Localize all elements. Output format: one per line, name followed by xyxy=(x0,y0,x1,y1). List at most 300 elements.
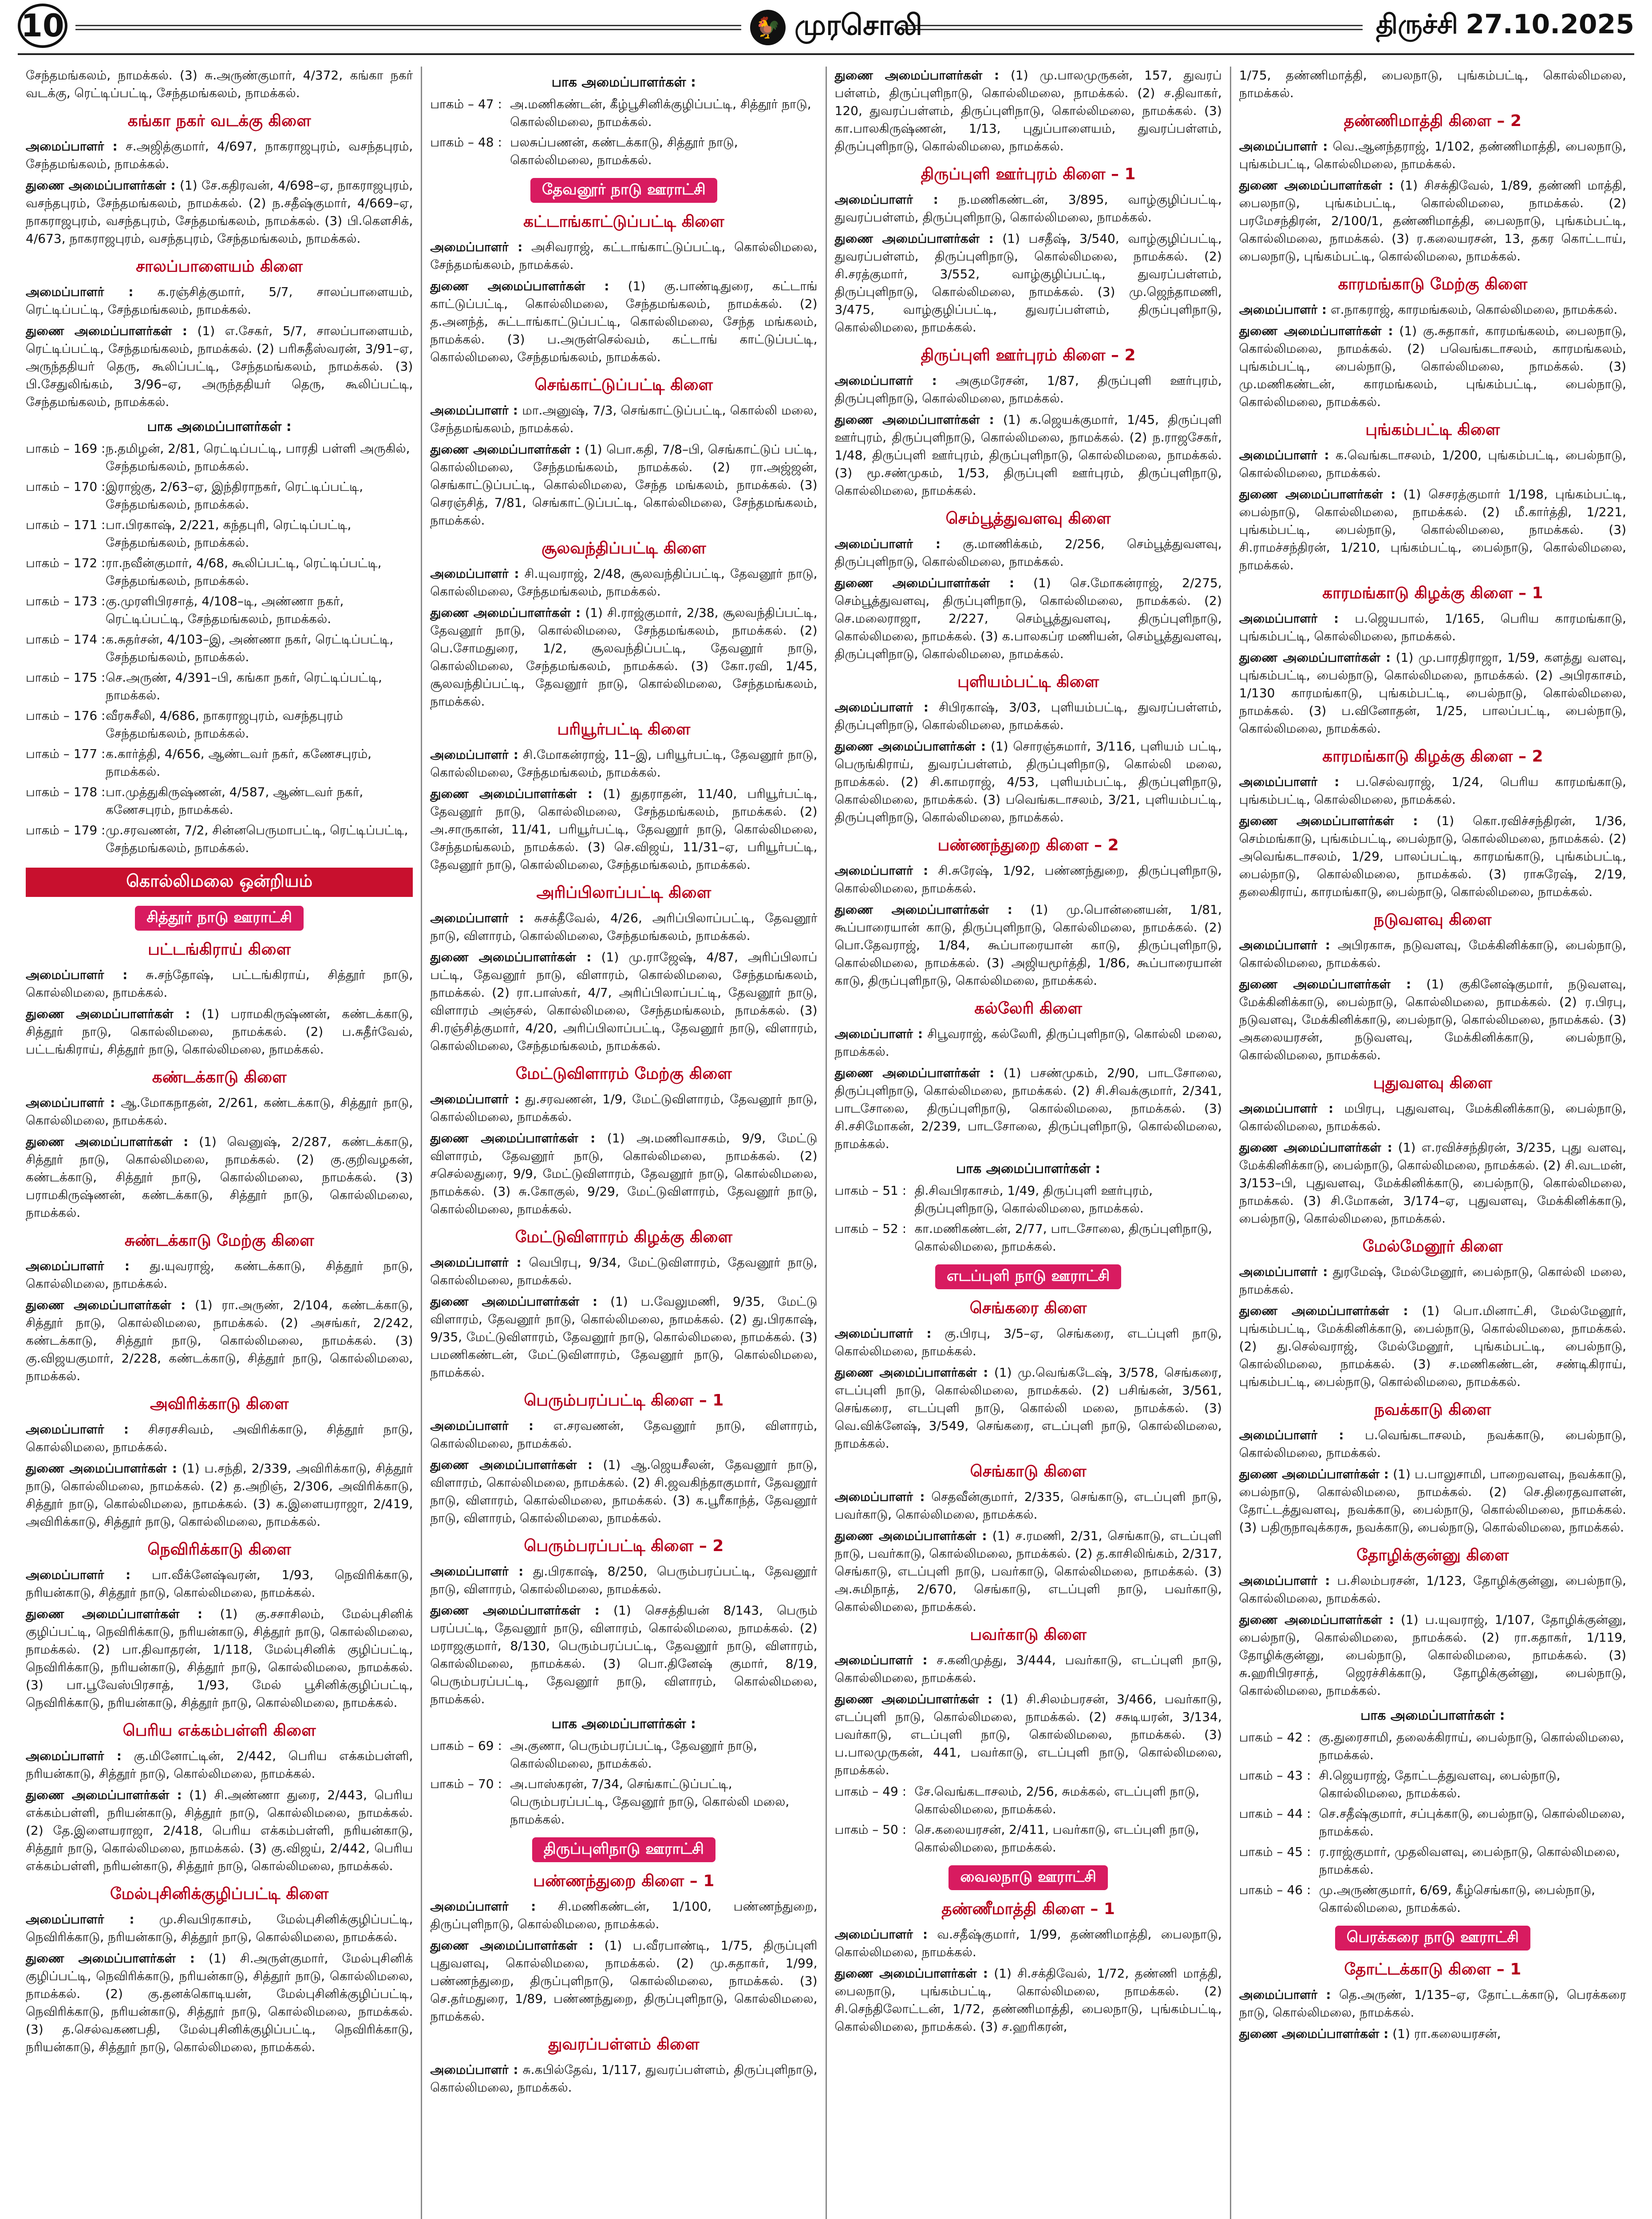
role-label: அமைப்பாளர் : xyxy=(430,1899,536,1914)
member-entry xyxy=(26,1257,413,1293)
booth-number: பாகம் – 47 : xyxy=(430,97,502,111)
branch-heading: கங்கா நகர் வடக்கு கிளை xyxy=(127,112,311,130)
branch-heading: மேல்புசினிக்குழிப்பட்டி கிளை xyxy=(110,1885,329,1903)
booth-number: பாகம் – 46 : xyxy=(1239,1883,1311,1897)
member-entry xyxy=(26,1950,413,2056)
role-label: துணை அமைப்பாளர்கள் : xyxy=(834,1365,988,1380)
booth-member: கு.முரளிபிரசாத், 4/108–டி, அண்ணா நகர், ரெட்டிப்பட்டி, சேந்தமங்கலம், நாமக்கல். xyxy=(106,594,344,626)
member-details: (1) செ.மோகன்ராஜ், 2/275, செம்பூத்துவளவு, திருப்புளிநாடு, கொல்லிமலை, நாமக்கல். (2) செ.மலைராஜா, 2/227, செம்பூத்துவளவு, திருப்புளிநாடு, கொல்லிமலை, நாமக்கல். (3) க.பாலகப்ர மணியன், செம்பூத்துவளவு, திருப்புளிநாடு, கொல்லிமலை, நாமக்கல். xyxy=(834,576,1222,661)
member-entry xyxy=(430,1417,817,1453)
role-label: துணை அமைப்பாளர்கள் : xyxy=(26,1607,203,1621)
member-entry xyxy=(430,1129,817,1218)
member-entry xyxy=(1239,1465,1626,1536)
member-entry xyxy=(430,1254,817,1289)
booth-member: சே.வெங்கடாசலம், 2/56, சுமக்கல், எடப்புளி நாடு, கொல்லிமலை, நாமக்கல். xyxy=(914,1784,1200,1816)
panchayat-heading: பெரக்கரை நாடு ஊராட்சி xyxy=(1335,1926,1530,1951)
booth-member: தி.சிவபிரகாசம், 1/49, திருப்புளி ஊர்புரம், திருப்புளிநாடு, கொல்லிமலை, நாமக்கல். xyxy=(914,1183,1153,1216)
member-details: ந.மணிகண்டன், 3/895, வாழ்குழிப்பட்டி, துவரப்பள்ளம், திருப்புளிநாடு, கொல்லிமலை, நாமக்கல். xyxy=(834,192,1222,225)
member-details: (1) சி.ராஜ்குமார், 2/38, சூலவந்திப்பட்டி, தேவனூர் நாடு, கொல்லிமலை, சேந்தமங்கலம், நாமக்கல். (2) பெ.சோமதுரை, 1/2, சூலவந்திப்பட்டி, தேவனூர் நாடு, கொல்லிமலை, சேந்தமங்கலம், நாமக்கல். (3) கோ.ரவி, 1/45, சூலவந்திப்பட்டி, தேவனூர் நாடு, கொல்லிமலை, சேந்தமங்கலம், நாமக்கல். xyxy=(430,605,818,709)
role-label: அமைப்பாளர் : xyxy=(834,537,941,551)
booth-member: ரா.நவீன்குமார், 4/68, கூலிப்பட்டி, ரெட்டிப்பட்டி, சேந்தமங்கலம், நாமக்கல். xyxy=(106,556,382,588)
section-label: பாக அமைப்பாளர்கள் : xyxy=(551,75,696,90)
role-label: துணை அமைப்பாளர்கள் : xyxy=(834,412,994,427)
role-label: துணை அமைப்பாளர்கள் : xyxy=(430,605,581,620)
branch-heading: காரமங்காடு மேற்கு கிளை xyxy=(1338,275,1528,293)
branch-heading: மேல்மேனூர் கிளை xyxy=(1362,1237,1503,1256)
member-details: வ.சதீஷ்குமார், 1/99, தண்ணிமாத்தி, பைலநாடு, கொல்லிமலை, நாமக்கல். xyxy=(834,1927,1222,1959)
role-label: அமைப்பாளர் : xyxy=(26,967,128,982)
member-entry xyxy=(835,230,1222,336)
role-label: அமைப்பாளர் : xyxy=(834,1027,923,1041)
member-entry xyxy=(430,785,817,874)
member-entry xyxy=(1239,486,1626,574)
member-entry xyxy=(1239,138,1626,173)
member-details: கு.பிரபு, 3/5–ஏ, செங்கரை, எடப்புளி நாடு, கொல்லிமலை, நாமக்கல். xyxy=(834,1326,1222,1358)
role-label: அமைப்பாளர் : xyxy=(430,403,518,418)
booth-number: பாகம் – 171 : xyxy=(26,517,106,532)
booth-number: பாகம் – 49 : xyxy=(834,1784,907,1799)
booth-member: கு.துரைசாமி, தலைக்கிராய், பைல்நாடு, கொல்லிமலை, நாமக்கல். xyxy=(1319,1730,1624,1762)
edition-city: திருச்சி xyxy=(1376,9,1458,40)
role-label: அமைப்பாளர் : xyxy=(430,2062,518,2077)
member-entry xyxy=(1239,975,1626,1064)
member-entry xyxy=(835,67,1222,155)
member-entry xyxy=(26,1296,413,1385)
branch-heading: பெரும்பரப்பட்டி கிளை – 2 xyxy=(524,1537,724,1555)
member-details: ச.கனிமுத்து, 3/444, பவர்காடு, எடப்புளி நாடு, கொல்லிமலை, நாமக்கல். xyxy=(834,1653,1222,1685)
branch-heading: நெவிரிக்காடு கிளை xyxy=(147,1540,291,1559)
booth-number: பாகம் – 176 : xyxy=(26,708,106,723)
member-details: துரமேஷ், மேல்மேனூர், பைல்நாடு, கொல்லி மலை, நாமக்கல். xyxy=(1239,1264,1626,1297)
member-entry xyxy=(430,402,817,437)
member-entry xyxy=(835,1527,1222,1616)
role-label: துணை அமைப்பாளர்கள் : xyxy=(430,1294,598,1309)
booth-entry xyxy=(26,592,413,628)
column-2 xyxy=(422,67,826,2219)
booth-member: இராஜ்கு, 2/63–ஏ, இந்திராநகர், ரெட்டிப்பட்டி, சேந்தமங்கலம், நாமக்கல். xyxy=(106,479,364,512)
member-entry xyxy=(26,322,413,411)
role-label: அமைப்பாளர் : xyxy=(1239,611,1339,626)
role-label: துணை அமைப்பாளர்கள் : xyxy=(430,279,609,293)
member-details: (1) சிசக்திவேல், 1/89, தண்ணி மாத்தி, பைலநாடு, புங்கம்பட்டி, கொல்லிமலை, நாமக்கல். (2) பரமேசந்திரன், 2/100/1, தண்ணிமாத்தி, பைலநாடு, புங்கம்பட்டி, கொல்லிமலை, நாமக்கல். (3) ர.கலையரசன், 13, தகர கொட்டாய், பைலநாடு, புங்கம்பட்டி, கொல்லிமலை, நாமக்கல். xyxy=(1239,178,1626,264)
column-3 xyxy=(827,67,1231,2219)
role-label: அமைப்பாளர் : xyxy=(1239,1101,1334,1116)
branch-heading: தண்ணிமாத்தி கிளை – 2 xyxy=(1344,112,1522,130)
role-label: துணை அமைப்பாளர்கள் : xyxy=(430,442,581,457)
role-label: அமைப்பாளர் : xyxy=(834,1489,925,1504)
member-entry xyxy=(26,1133,413,1222)
booth-member: பா.பிரகாஷ், 2/221, கந்தபுரி, ரெட்டிப்பட்டி, சேந்தமங்கலம், நாமக்கல். xyxy=(106,517,352,550)
booth-entry xyxy=(26,821,413,857)
booth-entry xyxy=(1239,1729,1626,1764)
member-details: (1) குகினேஷ்குமார், நடுவளவு, மேக்கினிக்காடு, பைல்நாடு, கொல்லிமலை, நாமக்கல். (2) ர.பிரபு, நடுவளவு, மேக்கினிக்காடு, பைல்நாடு, கொல்லிமலை, நாமக்கல். (3) அகலையரசன், நடுவளவு, மேக்கினிக்காடு, பைல்நாடு, கொல்லிமலை, நாமக்கல். xyxy=(1239,977,1627,1062)
member-details: அபிரகாசு, நடுவளவு, மேக்கினிக்காடு, பைல்நாடு, கொல்லிமலை, நாமக்கல். xyxy=(1239,938,1627,970)
booth-member: செ.அருண், 4/391–பி, கங்கா நகர், ரெட்டிப்பட்டி, நாமக்கல். xyxy=(106,670,382,703)
member-details: (1) பராமகிருஷ்ணன், கண்டக்காடு, சித்தூர் நாடு, கொல்லிமலை, நாமக்கல். (2) ப.சுதீர்வேல், பட்டங்கிராய், சித்தூர் நாடு, கொல்லிமலை, நாமக்கல். xyxy=(26,1007,413,1057)
role-label: துணை அமைப்பாளர்கள் : xyxy=(1239,1612,1394,1627)
member-details: சுசக்தீவேல், 4/26, அரிப்பிலாப்பட்டி, தேவனூர் நாடு, விளாரம், கொல்லிமலை, சேந்தமங்கலம், நாமக்கல். xyxy=(430,911,818,943)
booth-entry xyxy=(430,1775,817,1828)
member-details: சிபிரகாஷ், 3/03, புளியம்பட்டி, துவரப்பள்ளம், திருப்புளிநாடு, கொல்லிமலை, நாமக்கல். xyxy=(834,700,1222,732)
role-label: அமைப்பாளர் : xyxy=(430,566,519,581)
member-entry xyxy=(430,441,817,529)
role-label: அமைப்பாளர் : xyxy=(834,192,938,207)
member-details: செதவீன்குமார், 2/335, செங்காடு, எடப்புளி நாடு, பவர்காடு, கொல்லிமலை, நாமக்கல். xyxy=(834,1489,1222,1522)
section-label: பாக அமைப்பாளர்கள் : xyxy=(956,1161,1101,1177)
union-heading: கொல்லிமலை ஒன்றியம் xyxy=(26,868,413,897)
booth-member: செ.சதீஷ்குமார், சப்புக்காடு, பைல்நாடு, கொல்லிமலை, நாமக்கல். xyxy=(1319,1806,1625,1839)
branch-heading: துவரப்பள்ளம் கிளை xyxy=(548,2035,700,2053)
booth-number: பாகம் – 48 : xyxy=(430,135,502,150)
role-label: அமைப்பாளர் : xyxy=(1239,938,1330,952)
member-entry xyxy=(835,901,1222,990)
booth-member: அ.குணா, பெரும்பரப்பட்டி, தேவனூர் நாடு, கொல்லிமலை, நாமக்கல். xyxy=(510,1738,758,1771)
branch-heading: கல்லேரி கிளை xyxy=(974,999,1083,1018)
member-details: (1) அ.மணிவாசகம், 9/9, மேட்டு விளாரம், தேவனூர் நாடு, கொல்லிமலை, நாமக்கல். (2) சசெல்லதுரை, 9/9, மேட்டுவிளாரம், தேவனூர் நாடு, கொல்லிமலை, நாமக்கல். (3) சு.கோகுல், 9/29, மேட்டுவிளாரம், தேவனூர் நாடு, கொல்லிமலை, நாமக்கல். xyxy=(430,1131,818,1216)
member-details: (1) ப.வீரபாண்டி, 1/75, திருப்புளி புதுவளவு, கொல்லிமலை, நாமக்கல். (2) மு.சுதாகர், 1/99, பண்ணந்துறை, திருப்புளிநாடு, கொல்லிமலை, நாமக்கல். (3) செ.தர்மதுரை, 1/89, பண்ணந்துறை, திருப்புளிநாடு, கொல்லிமலை, நாமக்கல். xyxy=(430,1938,818,2024)
role-label: அமைப்பாளர் : xyxy=(430,911,524,925)
member-details: (1) செசரத்குமார் 1/198, புங்கம்பட்டி, பைல்நாடு, கொல்லிமலை, நாமக்கல். (2) மீ.கார்த்தி, 1/221, புங்கம்பட்டி, பைல்நாடு, கொல்லிமலை, நாமக்கல். (3) சி.ராமச்சந்திரன், 1/210, புங்கம்பட்டி, பைல்நாடு, கொல்லிமலை, நாமக்கல். xyxy=(1239,487,1627,573)
member-details: (1) துதராதன், 11/40, பரியூர்பட்டி, தேவனூர் நாடு, கொல்லிமலை, சேந்தமங்கலம், நாமக்கல். (2) அ.சாருகான், 11/41, பரியூர்பட்டி, தேவனூர் நாடு, கொல்லிமலை, சேந்தமங்கலம், நாமக்கல். (3) செ.விஜய், 11/31–ஏ, பரியூர்பட்டி, தேவனூர் நாடு, கொல்லிமலை, சேந்தமங்கலம், நாமக்கல். xyxy=(430,786,818,872)
member-entry xyxy=(1239,1611,1626,1700)
booth-entry xyxy=(26,516,413,552)
role-label: அமைப்பாளர் : xyxy=(26,1749,122,1763)
member-entry xyxy=(26,966,413,1002)
member-details: கு.மாணிக்கம், 2/256, செம்பூத்துவளவு, திருப்புளிநாடு, கொல்லிமலை, நாமக்கல். xyxy=(834,537,1222,569)
booth-number: பாகம் – 52 : xyxy=(834,1221,907,1236)
branch-heading: கண்டக்காடு கிளை xyxy=(152,1068,287,1086)
member-details: ப.சிலம்பரசன், 1/123, தோழிக்குன்னு, பைல்நாடு, கொல்லிமலை, நாமக்கல். xyxy=(1239,1573,1626,1606)
branch-heading: பண்ணந்துறை கிளை – 2 xyxy=(937,836,1119,854)
panchayat-heading: வைலநாடு ஊராட்சி xyxy=(949,1865,1108,1890)
role-label: அமைப்பாளர் : xyxy=(834,700,929,715)
branch-heading: காரமங்காடு கிழக்கு கிளை – 2 xyxy=(1322,747,1543,766)
member-entry xyxy=(26,177,413,248)
member-entry xyxy=(835,862,1222,897)
member-details: எ.நாகராஜ், காரமங்கலம், கொல்லிமலை, நாமக்கல். xyxy=(1330,302,1618,317)
branch-heading: அரிப்பிலாப்பட்டி கிளை xyxy=(536,884,711,902)
member-details: க.ரஞ்சித்குமார், 5/7, சாலப்பாளையம், ரெட்டிப்பட்டி, சேந்தமங்கலம், நாமக்கல். xyxy=(26,284,413,317)
member-details: பா.வீக்னேஷ்வரன், 1/93, நெவிரிக்காடு, நரியன்காடு, சித்தூர் நாடு, கொல்லிமலை, நாமக்கல். xyxy=(26,1568,413,1600)
role-label: அமைப்பாளர் : xyxy=(1239,1428,1344,1442)
member-details: ச.அஜித்குமார், 4/697, நாகராஜபுரம், வசந்தபுரம், சேந்தமங்கலம், நாமக்கல். xyxy=(26,139,413,171)
member-details: கு.மினோட்டின், 2/442, பெரிய எக்கம்பள்ளி, நரியன்காடு, சித்தூர் நாடு, கொல்லிமலை, நாமக்கல். xyxy=(26,1749,413,1781)
member-details: (1) பசதீஷ், 3/540, வாழ்குழிப்பட்டி, துவரப்பள்ளம், திருப்புளிநாடு, கொல்லிமலை, நாமக்கல். (2) சி.சரத்குமார், 3/552, வாழ்குழிப்பட்டி, துவரப்பள்ளம், திருப்புளிநாடு, கொல்லிமலை, நாமக்கல். (3) மு.ஜெந்தாமணி, 3/475, வாழ்குழிப்பட்டி, துவரப்பள்ளம், திருப்புளிநாடு, கொல்லிமலை, நாமக்கல். xyxy=(834,231,1222,335)
role-label: துணை அமைப்பாளர்கள் : xyxy=(1239,1467,1389,1481)
role-label: அமைப்பாளர் : xyxy=(430,747,518,762)
member-details: (1) செசத்தியன் 8/143, பெரும் பரப்பட்டி, தேவனூர் நாடு, விளாரம், கொல்லிமலை, நாமக்கல். (2) மராஜகுமார், 8/130, பெரும்பரப்பட்டி, தேவனூர் நாடு, விளாரம், கொல்லிமலை, நாமக்கல். (3) பொ.தினேஷ் குமார், 8/19, பெரும்பரப்பட்டி, தேவனூர் நாடு, விளாரம், கொல்லிமலை, நாமக்கல். xyxy=(430,1603,818,1706)
member-entry xyxy=(835,574,1222,663)
member-entry xyxy=(430,238,817,274)
role-label: துணை அமைப்பாளர்கள் : xyxy=(834,576,1015,590)
member-details: அகுமரேசன், 1/87, திருப்புளி ஊர்புரம், திருப்புளிநாடு, கொல்லிமலை, நாமக்கல். xyxy=(834,373,1222,406)
booth-entry xyxy=(1239,1767,1626,1802)
member-entry xyxy=(430,1456,817,1527)
role-label: அமைப்பாளர் : xyxy=(26,1568,131,1582)
member-entry xyxy=(430,1563,817,1598)
booth-number: பாகம் – 179 : xyxy=(26,823,106,837)
member-details: (1) எ.சேகர், 5/7, சாலப்பாளையம், ரெட்டிப்பட்டி, சேந்தமங்கலம், நாமக்கல். (2) பரிசுதீஸ்வரன், 3/91–ஏ, அருந்ததியர் தெரு, கூலிப்பட்டி, சேந்தமங்கலம், நாமக்கல். (3) பி.சேதுலிங்கம், 3/96–ஏ, அருந்ததியர் தெரு, கூலிப்பட்டி, சேந்தமங்கலம், நாமக்கல். xyxy=(26,324,413,409)
member-details: து.சரவணன், 1/9, மேட்டுவிளாரம், தேவனூர் நாடு, கொல்லிமலை, நாமக்கல். xyxy=(430,1092,818,1124)
member-entry xyxy=(26,1460,413,1531)
role-label: துணை அமைப்பாளர்கள் : xyxy=(834,231,994,246)
member-entry xyxy=(26,1605,413,1712)
masthead xyxy=(18,0,1634,55)
role-label: அமைப்பாளர் : xyxy=(26,1095,115,1110)
member-entry xyxy=(430,948,817,1055)
booth-number: பாகம் – 177 : xyxy=(26,746,106,761)
branch-heading: செங்கரை கிளை xyxy=(969,1299,1087,1317)
role-label: துணை அமைப்பாளர்கள் : xyxy=(26,1007,190,1021)
branch-heading: சூலவந்திப்பட்டி கிளை xyxy=(541,539,706,557)
member-entry xyxy=(1239,812,1626,901)
booth-entry xyxy=(430,1737,817,1773)
member-details: (1) கு.சுதாகர், காரமங்கலம், பைலநாடு, கொல்லிமலை, நாமக்கல். (2) பவெங்கடாசலம், காரமங்கலம், புங்கம்பட்டி, பைல்நாடு, கொல்லிமலை, நாமக்கல். (3) மு.மணிகண்டன், காரமங்கலம், புங்கம்பட்டி, பைல்நாடு, கொல்லிமலை, நாமக்கல். xyxy=(1239,324,1627,409)
branch-heading: பரியூர்பட்டி கிளை xyxy=(557,720,691,738)
member-entry xyxy=(1239,301,1626,319)
role-label: துணை அமைப்பாளர்கள் : xyxy=(834,902,1012,917)
booth-number: பாகம் – 170 : xyxy=(26,479,106,494)
page-number: 10 xyxy=(18,4,67,48)
panchayat-heading: சித்தூர் நாடு ஊராட்சி xyxy=(135,906,304,931)
role-label: துணை அமைப்பாளர்கள் : xyxy=(1239,650,1391,665)
booth-member: மு.சரவணன், 7/2, சின்னபெருமாபட்டி, ரெட்டிப்பட்டி, சேந்தமங்கலம், நாமக்கல். xyxy=(106,823,408,855)
booth-member: சி.ஜெயராஜ், தோட்டத்துவளவு, பைல்நாடு, கொல்லிமலை, நாமக்கல். xyxy=(1319,1768,1561,1800)
member-entry xyxy=(430,1090,817,1126)
member-entry xyxy=(835,535,1222,571)
booth-entry xyxy=(26,783,413,819)
branch-heading: பெரிய எக்கம்பள்ளி கிளை xyxy=(123,1722,316,1740)
role-label: துணை அமைப்பாளர்கள் : xyxy=(26,324,187,338)
member-entry xyxy=(430,909,817,945)
role-label: துணை அமைப்பாளர்கள் : xyxy=(26,1461,177,1476)
branch-heading: நடுவளவு கிளை xyxy=(1374,911,1492,929)
member-details: (1) கு.சசாசிலம், மேல்புசினிக் குழிப்பட்டி, நெவிரிக்காடு, நரியன்காடு, சித்தூர் நாடு, கொல்லிமலை, நாமக்கல். (2) பா.திவாதரன், 1/118, மேல்புசினிக் குழிப்பட்டி, நெவிரிக்காடு, நரியன்காடு, சித்தூர் நாடு, கொல்லிமலை, நாமக்கல். (3) பா.பூவேஸ்பிரசாத், 1/93, மேல் பூசினிக்குழிப்பட்டி, நெவிரிக்காடு, நரியன்காடு, சித்தூர் நாடு, கொல்லிமலை, நாமக்கல். xyxy=(26,1607,413,1710)
member-entry xyxy=(430,277,817,366)
member-details: க.வெங்கடாசலம், 1/200, புங்கம்பட்டி, பைல்நாடு, கொல்லிமலை, நாமக்கல். xyxy=(1239,448,1626,480)
member-entry xyxy=(1239,1263,1626,1299)
booth-member: வீரசுசீலி, 4/686, நாகராஜபுரம், வசந்தபுரம் சேந்தமங்கலம், நாமக்கல். xyxy=(106,708,343,741)
member-details: சேந்தமங்கலம், நாமக்கல். (3) சு.அருண்குமார், 4/372, கங்கா நகர் வடக்கு, ரெட்டிப்பட்டி, சேந்தமங்கலம், நாமக்கல். xyxy=(26,68,413,100)
role-label: துணை அமைப்பாளர்கள் : xyxy=(430,1457,593,1472)
member-details: து.பிரகாஷ், 8/250, பெரும்பரப்பட்டி, தேவனூர் நாடு, விளாரம், கொல்லிமலை, நாமக்கல். xyxy=(430,1564,818,1596)
role-label: துணை அமைப்பாளர்கள் : xyxy=(1239,487,1396,501)
role-label: துணை அமைப்பாளர்கள் : xyxy=(834,1966,988,1981)
branch-heading: தோட்டக்காடு கிளை – 1 xyxy=(1344,1960,1522,1978)
member-details: தெ.அருண், 1/135–ஏ, தோட்டக்காடு, பெரக்கரை நாடு, கொல்லிமலை, நாமக்கல். xyxy=(1239,1987,1626,2020)
member-entry xyxy=(26,1786,413,1875)
role-label: துணை அமைப்பாளர்கள் : xyxy=(26,1951,195,1966)
booth-entry xyxy=(1239,1881,1626,1917)
booth-member: ர.ராஜ்குமார், முதலிவளவு, பைல்நாடு, கொல்லிமலை, நாமக்கல். xyxy=(1319,1844,1620,1877)
branch-heading: திருப்புளி ஊர்புரம் கிளை – 1 xyxy=(921,165,1136,183)
booth-number: பாகம் – 175 : xyxy=(26,670,106,685)
branch-heading: செங்காடு கிளை xyxy=(970,1462,1087,1481)
member-details: (1) சொரஞ்சுமார், 3/116, புளியம் பட்டி, பெருங்கிராய், துவரப்பள்ளம், திருப்புளிநாடு, கொல்லி மலை, நாமக்கல். (2) சி.காமராஜ், 4/53, புளியம்பட்டி, திருப்புளிநாடு, கொல்லிமலை, நாமக்கல். (3) பவெங்கடாசலம், 3/21, புளியம்பட்டி, திருப்புளிநாடு, கொல்லிமலை, நாமக்கல். xyxy=(834,739,1222,825)
member-entry xyxy=(1239,649,1626,738)
booth-member: க.சுதர்சன், 4/103–இ, அண்ணா நகர், ரெட்டிப்பட்டி, சேந்தமங்கலம், நாமக்கல். xyxy=(106,632,394,664)
member-entry xyxy=(835,1025,1222,1061)
booth-number: பாகம் – 172 : xyxy=(26,556,106,570)
member-details: சி.சுரேஷ், 1/92, பண்ணந்துறை, திருப்புளிநாடு, கொல்லிமலை, நாமக்கல். xyxy=(834,863,1222,896)
booth-entry xyxy=(430,95,817,131)
member-entry xyxy=(1239,773,1626,809)
member-details: சி.யுவராஜ், 2/48, சூலவந்திப்பட்டி, தேவனூர் நாடு, கொல்லிமலை, சேந்தமங்கலம், நாமக்கல். xyxy=(430,566,818,599)
member-details: (1) எ.ரவிச்சந்திரன், 3/235, புது வளவு, மேக்கினிக்காடு, பைல்நாடு, கொல்லிமலை, நாமக்கல். (2) சி.வடமன், 3/153–பி, புதுவளவு, மேக்கினிக்காடு, பைல்நாடு, கொல்லிமலை, நாமக்கல். (3) சி.மோகன், 3/174–ஏ, புதுவளவு, மேக்கினிக்காடு, பைல்நாடு, கொல்லிமலை, நாமக்கல். xyxy=(1239,1140,1627,1226)
branch-heading: தண்ணீமாத்தி கிளை – 1 xyxy=(941,1900,1115,1918)
role-label: அமைப்பாளர் : xyxy=(430,1564,524,1579)
member-details: மபிரபு, புதுவளவு, மேக்கினிக்காடு, பைல்நாடு, கொல்லிமலை, நாமக்கல். xyxy=(1239,1101,1626,1133)
member-details: சிசரசசிவம், அவிரிக்காடு, சித்தூர் நாடு, கொல்லிமலை, நாமக்கல். xyxy=(26,1422,413,1454)
booth-number: பாகம் – 174 : xyxy=(26,632,106,647)
member-entry xyxy=(26,1421,413,1456)
role-label: துணை அமைப்பாளர்கள் : xyxy=(26,1134,189,1149)
role-label: துணை அமைப்பாளர்கள் : xyxy=(834,1528,987,1543)
role-label: துணை அமைப்பாளர்கள் : xyxy=(26,178,176,193)
edition-date: 27.10.2025 xyxy=(1466,9,1634,40)
role-label: துணை அமைப்பாளர்கள் : xyxy=(26,1298,186,1312)
role-label: அமைப்பாளர் : xyxy=(834,1326,932,1341)
role-label: துணை அமைப்பாளர்கள் : xyxy=(26,1788,182,1802)
member-entry xyxy=(1239,67,1626,102)
member-entry xyxy=(1239,322,1626,411)
member-details: (1) மு.ராஜேஷ், 4/87, அரிப்பிலாப் பட்டி, தேவனூர் நாடு, விளாரம், கொல்லிமலை, சேந்தமங்கலம், நாமக்கல். (2) ரா.பாஸ்கர், 4/7, அரிப்பிலாப்பட்டி, தேவனூர் நாடு, விளாரம் அஞ்சல், கொல்லிமலை, சேந்தமங்கலம், நாமக்கல். (3) சி.ரஞ்சித்குமார், 4/20, அரிப்பிலாப்பட்டி, தேவனூர் நாடு, விளாரம், கொல்லிமலை, சேந்தமங்கலம், நாமக்கல். xyxy=(430,950,818,1053)
member-entry xyxy=(26,1566,413,1602)
member-details: ப.ஜெயபால், 1/165, பெரிய காரமங்காடு, புங்கம்பட்டி, கொல்லிமலை, நாமக்கல். xyxy=(1239,611,1626,644)
member-entry xyxy=(835,191,1222,226)
role-label: அமைப்பாளர் : xyxy=(834,863,929,878)
role-label: துணை அமைப்பாளர்கள் : xyxy=(1239,1140,1392,1155)
member-entry xyxy=(26,67,413,102)
panchayat-heading: திருப்புளிநாடு ஊராட்சி xyxy=(532,1837,715,1862)
section-label: பாக அமைப்பாளர்கள் : xyxy=(551,1716,696,1732)
branch-heading: நவக்காடு கிளை xyxy=(1374,1401,1491,1419)
member-details: (1) பசண்முகம், 2/90, பாடசோலை, திருப்புளிநாடு, கொல்லிமலை, நாமக்கல். (2) சி.சிவக்குமார், 2/341, பாடசோலை, திருப்புளிநாடு, கொல்லிமலை, நாமக்கல். (3) சி.சசிமோகன், 2/239, பாடசோலை, திருப்புளிநாடு, கொல்லிமலை, நாமக்கல். xyxy=(834,1066,1222,1151)
member-details: (1) சி.சிலம்பரசன், 3/466, பவர்காடு, எடப்புளி நாடு, கொல்லிமலை, நாமக்கல். (2) சசுடியரன், 3/134, பவர்காடு, எடப்புளி நாடு, கொல்லிமலை, நாமக்கல். (3) ப.பாலமுருகன், 441, பவர்காடு, எடப்புளி நாடு, கொல்லிமலை, நாமக்கல். xyxy=(834,1692,1222,1777)
booth-number: பாகம் – 50 : xyxy=(834,1822,907,1837)
member-entry xyxy=(835,1926,1222,1961)
branch-heading: பெரும்பரப்பட்டி கிளை – 1 xyxy=(524,1391,724,1410)
booth-entry xyxy=(26,554,413,590)
booth-entry xyxy=(26,478,413,513)
role-label: அமைப்பாளர் : xyxy=(430,1255,522,1270)
member-entry xyxy=(26,138,413,173)
member-details: மு.சிவபிரகாசம், மேல்புசினிக்குழிப்பட்டி, நெவிரிக்காடு, நரியன்காடு, சித்தூர் நாடு, கொல்லிமலை, நாமக்கல். xyxy=(26,1912,413,1944)
member-details: 1/75, தண்ணிமாத்தி, பைலநாடு, புங்கம்பட்டி, கொல்லிமலை, நாமக்கல். xyxy=(1239,68,1626,100)
member-entry xyxy=(430,1937,817,2026)
member-entry xyxy=(26,1005,413,1058)
role-label: துணை அமைப்பாளர்கள் : xyxy=(430,786,593,801)
member-details: (1) சி.சக்திவேல், 1/72, தண்ணி மாத்தி, பைலநாடு, புங்கம்பட்டி, கொல்லிமலை, நாமக்கல். (2) சி.செந்திலோட்டன், 1/72, தண்ணிமாத்தி, பைலநாடு, புங்கம்பட்டி, கொல்லிமலை, நாமக்கல். (3) ச.ஹரிகரன், xyxy=(834,1966,1222,2034)
role-label: துணை அமைப்பாளர்கள் : xyxy=(834,739,986,754)
role-label: அமைப்பாளர் : xyxy=(26,1912,134,1927)
member-entry xyxy=(835,738,1222,826)
role-label: துணை அமைப்பாளர்கள் : xyxy=(430,1603,600,1618)
branch-heading: சுண்டக்காடு மேற்கு கிளை xyxy=(124,1232,314,1250)
member-details: சு.கபில்தேவ், 1/117, துவரப்பள்ளம், திருப்புளிநாடு, கொல்லிமலை, நாமக்கல். xyxy=(430,2062,818,2095)
booth-entry xyxy=(835,1220,1222,1256)
booth-member: அ.பாஸ்கரன், 7/34, செங்காட்டுப்பட்டி, பெரும்பரப்பட்டி, தேவனூர் நாடு, கொல்லி மலை, நாமக்கல். xyxy=(510,1777,790,1827)
member-details: (1) க.ஜெயக்குமார், 1/45, திருப்புளி ஊர்புரம், திருப்புளிநாடு, கொல்லிமலை, நாமக்கல். (2) ந.ராஜசேகர், 1/48, திருப்புளி ஊர்புரம், திருப்புளிநாடு, கொல்லிமலை, நாமக்கல். (3) மூ.சண்முகம், 1/53, திருப்புளி ஊர்புரம், திருப்புளிநாடு, கொல்லிமலை, நாமக்கல். xyxy=(834,412,1222,498)
member-entry xyxy=(1239,1302,1626,1391)
member-details: சி.மணிகண்டன், 1/100, பண்ணந்துறை, திருப்புளிநாடு, கொல்லிமலை, நாமக்கல். xyxy=(430,1899,818,1931)
member-entry xyxy=(1239,177,1626,265)
role-label: அமைப்பாளர் : xyxy=(834,1927,928,1942)
booth-entry xyxy=(26,707,413,742)
member-details: (1) மு.பொன்னையன், 1/81, கூப்பாரையான் காடு, திருப்புளிநாடு, கொல்லிமலை, நாமக்கல். (2) பொ.தேவராஜ், 1/84, கூப்பாரையான் காடு, திருப்புளிநாடு, கொல்லிமலை, நாமக்கல். (3) அஜியமூர்த்தி, 1/86, கூப்பாரையான் காடு, திருப்புளிநாடு, கொல்லிமலை, நாமக்கல். xyxy=(834,902,1222,988)
member-details: து.யுவராஜ், கண்டக்காடு, சித்தூர் நாடு, கொல்லிமலை, நாமக்கல். xyxy=(26,1259,413,1291)
branch-heading: செங்காட்டுப்பட்டி கிளை xyxy=(534,376,713,394)
member-entry xyxy=(835,1325,1222,1360)
role-label: துணை அமைப்பாளர்கள் : xyxy=(834,68,1000,83)
booth-entry xyxy=(1239,1843,1626,1879)
booth-member: அ.மணிகண்டன், கீழ்பூசினிக்குழிப்பட்டி, சித்தூர் நாடு, கொல்லிமலை, நாமக்கல். xyxy=(510,97,811,129)
member-details: (1) ச.ரமணி, 2/31, செங்காடு, எடப்புளி நாடு, பவர்காடு, கொல்லிமலை, நாமக்கல். (2) த.காசிலிங்கம், 2/317, செங்காடு, எடப்புளி நாடு, பவர்காடு, கொல்லிமலை, நாமக்கல். (3) அ.சுமிநாத், 2/670, செங்காடு, எடப்புளி நாடு, பவர்காடு, கொல்லிமலை, நாமக்கல். xyxy=(834,1528,1222,1614)
booth-entry xyxy=(430,134,817,169)
role-label: அமைப்பாளர் : xyxy=(1239,1573,1330,1588)
member-details: (1) சே.கதிரவன், 4/698–ஏ, நாகராஜபுரம், வசந்தபுரம், சேந்தமங்கலம், நாமக்கல். (2) ந.சதீஷ்குமார், 4/669–ஏ, நாகராஜபுரம், வசந்தபுரம், சேந்தமங்கலம், நாமக்கல். (3) பி.கௌசிக், 4/673, நாகராஜபுரம், வசந்தபுரம், சேந்தமங்கலம், நாமக்கல். xyxy=(26,178,413,246)
branch-heading: செம்பூத்துவளவு கிளை xyxy=(945,509,1111,528)
role-label: அமைப்பாளர் : xyxy=(430,1418,534,1433)
booth-entry xyxy=(835,1783,1222,1818)
branch-heading: மேட்டுவிளாரம் மேற்கு கிளை xyxy=(515,1065,732,1083)
member-details: (1) ப.பாலுசாமி, பாறைவளவு, நவக்காடு, பைல்நாடு, கொல்லிமலை, நாமக்கல். (2) செ.திரைதவாளன், தோட்டத்துவளவு, நவக்காடு, பைல்நாடு, கொல்லிமலை, நாமக்கல். (3) பதிருநாவுக்கரசு, நவக்காடு, பைல்நாடு, கொல்லிமலை, நாமக்கல். xyxy=(1239,1467,1627,1535)
article-columns xyxy=(18,67,1634,2219)
booth-member: கா.மணிகண்டன், 2/77, பாடசோலை, திருப்புளிநாடு, கொல்லிமலை, நாமக்கல். xyxy=(914,1221,1212,1254)
role-label: அமைப்பாளர் : xyxy=(1239,302,1327,317)
member-details: (1) மு.பாரதிராஜா, 1/59, களத்து வளவு, புங்கம்பட்டி, பைல்நாடு, கொல்லிமலை, நாமக்கல். (2) அபிரகாசம், 1/130 காரமங்காடு, புங்கம்பட்டி, பைல்நாடு, கொல்லிமலை, நாமக்கல். (3) ப.வினோதன், 1/25, பாலப்பட்டி, பைல்நாடு, கொல்லிமலை, நாமக்கல். xyxy=(1239,650,1626,736)
booth-entry xyxy=(26,745,413,781)
member-details: ஆ.மோகநாதன், 2/261, கண்டக்காடு, சித்தூர் நாடு, கொல்லிமலை, நாமக்கல். xyxy=(26,1095,413,1128)
member-entry xyxy=(1239,1986,1626,2022)
member-entry xyxy=(835,1364,1222,1453)
role-label: துணை அமைப்பாளர்கள் : xyxy=(430,1938,594,1953)
branch-heading: மேட்டுவிளாரம் கிழக்கு கிளை xyxy=(515,1228,733,1246)
column-4 xyxy=(1231,67,1634,2219)
booth-entry xyxy=(835,1821,1222,1856)
branch-heading: கட்டாங்காட்டுப்பட்டி கிளை xyxy=(523,213,724,231)
role-label: அமைப்பாளர் : xyxy=(26,139,118,154)
member-entry xyxy=(835,1488,1222,1524)
member-details: (1) ரா.கலையரசன், xyxy=(1392,2026,1501,2041)
member-details: (1) பொ.மினாட்சி, மேல்மேனூர், புங்கம்பட்டி, மேக்கினிக்காடு, பைல்நாடு, கொல்லிமலை, நாமக்கல். (2) து.செல்வராஜ், மேல்மேனூர், புங்கம்பட்டி, பைல்நாடு, கொல்லிமலை, நாமக்கல். (3) ச.மணிகண்டன், சண்டிகிராய், புங்கம்பட்டி, பைல்நாடு, கொல்லிமலை, நாமக்கல். xyxy=(1239,1303,1626,1389)
column-1 xyxy=(18,67,422,2219)
member-details: (1) கொ.ரவிச்சந்திரன், 1/36, செம்மங்காடு, புங்கம்பட்டி, பைல்நாடு, கொல்லிமலை, நாமக்கல். (2) அவெங்கடாசலம், 1/29, பாலப்பட்டி, காரமங்காடு, புங்கம்பட்டி, பைல்நாடு, கொல்லிமலை, நாமக்கல். (3) ராசுரேஷ், 2/19, தலைகிராய், காரமங்காடு, பைல்நாடு, கொல்லிமலை, நாமக்கல். xyxy=(1239,813,1626,899)
member-details: (1) ப.வேலுமணி, 9/35, மேட்டு விளாரம், தேவனூர் நாடு, கொல்லிமலை, நாமக்கல். (2) து.பிரகாஷ், 9/35, மேட்டுவிளாரம், தேவனூர் நாடு, கொல்லிமலை, நாமக்கல். (3) பமணிகண்டன், மேட்டுவிளாரம், தேவனூர் நாடு, கொல்லிமலை, நாமக்கல். xyxy=(430,1294,818,1380)
booth-entry xyxy=(835,1182,1222,1217)
member-entry xyxy=(1239,446,1626,482)
role-label: அமைப்பாளர் : xyxy=(26,1422,129,1437)
role-label: துணை அமைப்பாளர்கள் : xyxy=(834,1692,993,1706)
role-label: துணை அமைப்பாளர்கள் : xyxy=(430,1131,596,1145)
member-entry xyxy=(1239,2025,1626,2043)
member-entry xyxy=(430,1293,817,1382)
role-label: துணை அமைப்பாளர்கள் : xyxy=(1239,324,1393,338)
member-details: ப.செல்வராஜ், 1/24, பெரிய காரமங்காடு, புங்கம்பட்டி, கொல்லிமலை, நாமக்கல். xyxy=(1239,774,1626,807)
role-label: அமைப்பாளர் : xyxy=(430,1092,520,1106)
member-details: (1) சி.அருள்குமார், மேல்புசினிக் குழிப்பட்டி, நெவிரிக்காடு, நரியன்காடு, சித்தூர் நாடு, கொல்லிமலை, நாமக்கல். (2) கு.தனக்கொடியன், மேல்புசினிக்குழிப்பட்டி, நெவிரிக்காடு, நரியன்காடு, சித்தூர் நாடு, கொல்லிமலை, நாமக்கல். (3) த.செல்வகணபதி, மேல்புசினிக்குழிப்பட்டி, நெவிரிக்காடு, நரியன்காடு, சித்தூர் நாடு, கொல்லிமலை, நாமக்கல். xyxy=(26,1951,413,2054)
role-label: அமைப்பாளர் : xyxy=(834,1653,928,1667)
booth-entry xyxy=(26,440,413,475)
member-details: (1) வெனுஷ், 2/287, கண்டக்காடு, சித்தூர் நாடு, கொல்லிமலை, நாமக்கல். (2) கு.குறிவழகன், கண்டக்காடு, சித்தூர் நாடு, கொல்லிமலை, நாமக்கல். (3) பராமகிருஷ்ணன், கண்டக்காடு, சித்தூர் நாடு, கொல்லிமலை, நாமக்கல். xyxy=(26,1134,413,1220)
booth-member: க.கார்த்தி, 4/656, ஆண்டவர் நகர், கணேசபுரம், நாமக்கல். xyxy=(106,746,372,779)
member-details: (1) ரா.அருண், 2/104, கண்டக்காடு, சித்தூர் நாடு, கொல்லிமலை, நாமக்கல். (2) அசங்கர், 2/242, கண்டக்காடு, சித்தூர் நாடு, கொல்லிமலை, நாமக்கல். (3) கு.விஜயகுமார், 2/228, கண்டக்காடு, சித்தூர் நாடு, கொல்லிமலை, நாமக்கல். xyxy=(26,1298,413,1383)
branch-heading: அவிரிக்காடு கிளை xyxy=(150,1395,289,1413)
member-details: (1) மு.பாலமுருகன், 157, துவரப் பள்ளம், திருப்புளிநாடு, கொல்லிமலை, நாமக்கல். (2) ச.திவாகர், 120, துவரப்பள்ளம், திருப்புளிநாடு, கொல்லிமலை, நாமக்கல். (3) கா.பாலகிருஷ்ணன், 1/13, புதுப்பாளையம், துவரப்பள்ளம், திருப்புளிநாடு, கொல்லிமலை, நாமக்கல். xyxy=(834,68,1222,154)
member-entry xyxy=(430,565,817,600)
booth-member: பலசுப்பணன், கண்டக்காடு, சித்தூர் நாடு, கொல்லிமலை, நாமக்கல். xyxy=(510,135,738,167)
member-details: அசிவராஜ், கட்டாங்காட்டுப்பட்டி, கொல்லிமலை, சேந்தமங்கலம், நாமக்கல். xyxy=(430,240,818,272)
